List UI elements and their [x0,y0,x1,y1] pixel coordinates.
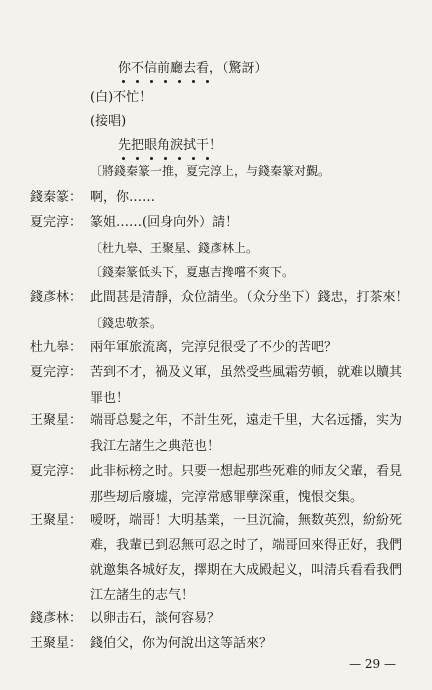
stage-line-3: (接唱) [90,114,127,129]
dialogue-text: 錢伯父，你为何說出这等話來？ [90,636,273,651]
stage-direction-text: 〔杜九皋、王聚星、錢彥林上。 [90,241,259,255]
speaker-name: 王聚星： [30,636,83,651]
dialogue-text: 啊，你…… [90,190,156,205]
speaker-name: 杜九皋： [30,340,83,355]
speaker-name: 夏完淳： [30,215,83,230]
emphasis-dots-2 [120,157,220,161]
stage-direction-text: 〔錢忠敬茶。 [90,316,163,330]
speaker-name: 錢彥林： [30,290,83,305]
dialogue-text: 以卵击石，談何容易？ [90,611,221,626]
page-number: — 29 — [349,657,396,671]
dialogue-text: 此間甚是清靜，众位請坐。（众分坐下）錢忠，打茶來！ [90,290,409,305]
speaker-name: 夏完淳： [30,365,83,380]
speaker-name: 錢彥林： [30,611,83,626]
verse-line-4: 先把眼角淚拭干！ [118,138,223,153]
dialogue-text: 此非标榜之时。只要一想起那些死难的师友父輩，看見那些刼后廢墟，完淳常感罪孽深重，愧恨交集。 [90,464,403,505]
emphasis-dots-1 [120,80,220,84]
speaker-name: 王聚星： [30,413,83,428]
speaker-name: 夏完淳： [30,464,83,479]
dialogue-text: 篆姐……(回身向外）請！ [90,215,239,230]
stage-line-2: (白)不忙！ [90,90,153,105]
dialogue-text: 端哥总髮之年，不計生死，遠走千里，大名远播，实为我江左諸生之典范也！ [90,413,403,454]
stage-direction-text: 〔錢秦篆低头下，夏惠吉搀嚐不爽下。 [90,265,295,279]
dialogue-text: 兩年軍旅流离，完淳兒很受了不少的苦吧？ [90,340,338,355]
dialogue-text: 苦到不才，禍及义軍，虽然受些風霜劳頓，就难以贖其罪也！ [90,365,403,406]
speaker-name: 錢秦篆： [30,190,83,205]
dialogue-text: 嗳呀，端哥！大明基業，一旦沉淪，無数英烈，紛紛死难，我輩已到忍無可忍之时了，端哥回來得正好，我們就邀集各城好友，擇期在大成殿起义，叫清兵看看我們江左諸生的志气！ [90,513,403,603]
verse-line-1: 你不信前廳去看，（驚訝） [118,61,268,76]
stage-direction-5: 〔將錢秦篆一推，夏完淳上，与錢秦篆对覲。 [90,164,331,178]
speaker-name: 王聚星： [30,513,83,528]
